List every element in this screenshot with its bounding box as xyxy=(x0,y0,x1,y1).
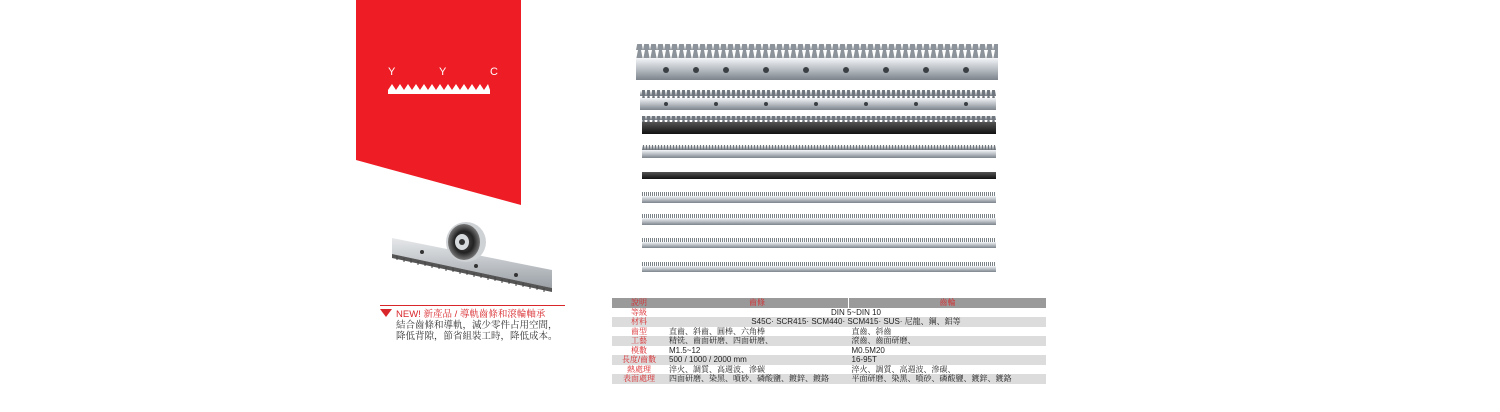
spec-row-label: 等級 xyxy=(612,308,666,318)
spec-gear-value: M0.5M20 xyxy=(849,346,1047,356)
gear-racks-lineup-icon xyxy=(636,40,998,276)
spec-table xyxy=(612,298,1046,384)
spec-gear-value: 平面研磨、染黑、噴砂、磷酸鹽、鍍鋅、鍍鉻 xyxy=(849,374,1047,384)
spec-row-label: 模數 xyxy=(612,346,666,356)
spec-row xyxy=(612,317,1046,327)
caption-title: 新產品 / 導軌齒條和滾輪軸承 xyxy=(423,309,546,320)
spec-rack-value: 精铣、齒面研磨、四面研磨、 xyxy=(666,336,849,346)
spec-row xyxy=(612,336,1046,346)
spec-row-label: 材料 xyxy=(612,317,666,327)
spec-rack-value: 淬火、調質、高週波、滲碳 xyxy=(666,365,849,375)
spec-rack-value: 直齒、斜齒、圓棒、六角棒 xyxy=(666,327,849,337)
spec-row xyxy=(612,355,1046,365)
spec-rack-value: M1.5~12 xyxy=(666,346,849,356)
rack-roller-photo xyxy=(392,218,552,294)
brand-letter: Y xyxy=(388,66,396,78)
spec-row xyxy=(612,346,1046,356)
spec-row-value: DIN 5~DIN 10 xyxy=(666,308,1046,318)
spec-header-gear: 齒輪 xyxy=(849,298,1047,308)
spec-gear-value: 滾齒、齒面研磨、 xyxy=(849,336,1047,346)
spec-rack-value: 500 / 1000 / 2000 mm xyxy=(666,355,849,365)
spec-row-label: 工藝 xyxy=(612,336,666,346)
caption-title-line xyxy=(380,306,580,320)
spec-row xyxy=(612,327,1046,337)
spec-row-value: S45C· SCR415· SCM440· SCM415· SUS· 尼龍、鋼、鋁等 xyxy=(666,317,1046,327)
spec-gear-value: 淬火、調質、高週波、滲碳、 xyxy=(849,365,1047,375)
gear-rack-with-roller-pinion-icon xyxy=(392,218,552,294)
spec-row-label: 長度/齒數 xyxy=(612,355,666,365)
spec-row-label: 表面處理 xyxy=(612,374,666,384)
spec-row xyxy=(612,308,1046,318)
spec-rack-value: 四面研磨、染黑、噴砂、磷酸鹽、鍍鋅、鍍鉻 xyxy=(666,374,849,384)
gear-racks-photo xyxy=(636,40,998,276)
brand-letter: Y xyxy=(439,66,447,78)
gear-teeth-icon xyxy=(388,82,490,94)
caption-line: 降低背隙，節省組裝工時，降低成本。 xyxy=(396,331,558,342)
spec-row-label: 熱處理 xyxy=(612,365,666,375)
spec-row-label: 齒型 xyxy=(612,327,666,337)
spec-header-rack: 齒條 xyxy=(666,298,849,308)
spec-header-label: 說明 xyxy=(612,298,666,308)
product-caption xyxy=(380,306,580,342)
brand-letters xyxy=(388,66,498,78)
spec-row xyxy=(612,365,1046,375)
spec-row xyxy=(612,374,1046,384)
new-badge: NEW! xyxy=(396,309,421,320)
caption-line: 結合齒條和導軌，減少零件占用空間， xyxy=(396,320,558,331)
brand-letter: C xyxy=(490,66,498,78)
spec-gear-value: 16-95T xyxy=(849,355,1047,365)
spec-gear-value: 直齒、斜齒 xyxy=(849,327,1047,337)
brand-logo xyxy=(388,66,498,106)
arrow-icon xyxy=(380,308,392,318)
spec-header-row xyxy=(612,298,1046,308)
